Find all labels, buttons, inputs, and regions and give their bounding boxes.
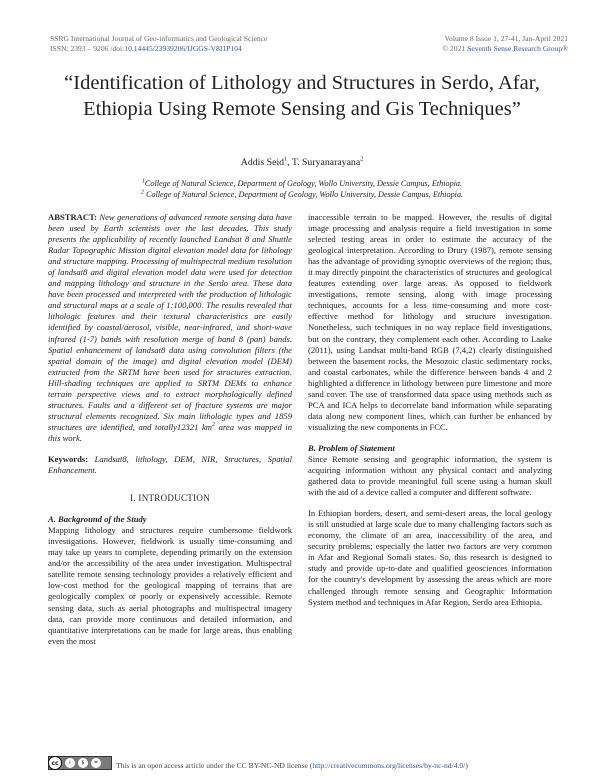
journal-name: SSRG International Journal of Geo-informatics and Geological Science — [50, 34, 268, 43]
abstract-label: ABSTRACT: — [48, 212, 98, 222]
paper-title: “Identification of Lithology and Structures in Serdo, Afar, Ethiopia Using Remote Sensing and Gis Techniques” — [64, 72, 540, 120]
author-2: T. Suryanarayana — [291, 157, 361, 168]
abstract: ABSTRACT: New generations of advanced remote sensing data have been used by Earth scientists over the last decades. This study presents the applicability of recently launched Landsat 8 and Shuttle Radar Topographic Mission digital elevation model data for lithology and structure mapping. Processing of multispectral medium resolution of landsat8 and digital elevation model data were used for detection and mapping lithology and structure in the Serdo area. These data have been processed and interpreted with the production of lithologic and structural maps at a scale of 1:100,000. The results revealed that lithologic features and their textural characteristics are easily identified by coastal/aerosol, visible, near-infrared, and short-wave infrared (1-7) bands with resolution merge of band 8 (pan) bands. Spatial enhancement of landsat8 data using convolution filters (the spatial domain of the image) and digital elevation model (DEM) extracted from the SRTM have been used for structures extraction. Hill-shading techniques are applied to SRTM DEMs to enhance terrain perspective views and to extract morphologically defined structures. Faults and a different set of fracture systems are major structural elements recognized. Six main lithologic types and 1859 structures are identified, and totally12321 $km^2$ area was mapped in this work. — [48, 212, 292, 443]
author-line: Addis Seid$^1$, T. Suryanarayana$^2$ — [240, 156, 364, 168]
running-header-left — [50, 34, 267, 54]
license-link[interactable]: http://creativecommons.org/licenses/by-nc-nd/4.0/ — [312, 761, 466, 770]
copyright: © 2021 Seventh Sense Research Group® — [442, 44, 568, 53]
doi-link[interactable]: 10.14445/23939206/IJGGS-V8I1P104 — [124, 44, 242, 53]
background-paragraph: Mapping lithology and structures require cumbersome fieldwork investigations. However, fieldwork is usually time-consuming and may take up years to complete, depending primarily on the extension and/or the accessibility of the area under investigation. Multispectral satellite remote sensing technology provides a relatively efficient and low-cost method for the geological mapping of terrains that are geologically complex or poorly or expensively accessible. Remote sensing data, such as aerial photographs and multispectral imagery data, can provide more continuous and detailed information, and quantitative interpretations can be made for large areas, thus enabling even the most — [48, 525, 292, 646]
problem-paragraph-2: In Ethiopian borders, desert, and semi-desert areas, the local geology is still unstudied at large scale due to many challenging factors such as economy, the climate of an area, inaccessibility of the area, and security problems; especially the latter two factors are very common in Afar and Regional Somali states. So, this research is designed to study and provide up-to-date and qualified geosciences information for the country's development by assessing the areas which are more challenged through remote sensing and Geographic Information System method and techniques in Afar Region, Serdo area Ethiopia. — [308, 508, 552, 607]
affiliations — [40, 178, 564, 200]
left-column — [48, 212, 292, 647]
publisher-link[interactable]: Seventh Sense Research Group® — [467, 44, 568, 53]
attribution-icon: i — [65, 758, 75, 768]
keywords-label: Keywords: — [48, 453, 89, 464]
subheading-problem-statement: B. Problem of Statement — [308, 442, 395, 453]
noderivatives-icon: = — [91, 758, 101, 768]
keywords: Keywords: Landsat8, lithology, DEM, NIR, Structures, Spatial Enhancement. — [48, 453, 292, 476]
problem-paragraph-1: Since Remote sensing and geographic information, the system is acquiring information without any physical contact and analyzing gathered data to provide meaningful full scene using a human skull with the aid of a device called a computer and different software. — [308, 453, 552, 498]
subheading-background: A. Background of the Study — [48, 514, 147, 525]
running-header-right — [442, 34, 568, 54]
noncommercial-icon: $ — [78, 758, 88, 768]
affiliation-2: $^2$ College of Natural Science, Department of Geology, Wollo University, Dessie Campus, Ethiopia. — [140, 189, 464, 199]
volume-info: Volume 8 Issue 1, 27-41, Jan-April 2021 — [444, 34, 568, 43]
right-column — [308, 212, 552, 608]
affiliation-1: $^1$College of Natural Science, Department of Geology, Wollo University, Dessie Campus, Ethiopia. — [141, 178, 463, 188]
section-heading-introduction: I. INTRODUCTION — [130, 493, 210, 504]
cc-icon: cc — [48, 756, 62, 770]
author-1: Addis Seid — [240, 157, 285, 168]
cc-license-badge[interactable] — [48, 756, 112, 770]
issn-doi: ISSN: 2393 – 9206 /doi:10.14445/23939206/IJGGS-V8I1P104 — [50, 44, 242, 53]
background-paragraph-continued: inaccessible terrain to be mapped. However, the results of digital image processing and analysis require a field investigation in some selected testing areas in order to estimate the accuracy of the geological interpretation. According to Drury (1987), remote sensing has the advantage of providing synoptic overviews of the region; thus, it may directly pinpoint the characteristics of structures and geological features extending over large areas. As opposed to fieldwork investigations, remote sensing, along with image processing techniques, accounts for a less time-consuming and more cost-effective method for lithology and structure investigation. Nonetheless, such techniques in no way replace field investigations, but on the contrary, they complement each other. According to Laake (2011), using Landsat multi-band RGB (7,4,2) clearly distinguished between the basement rocks, the Mesozoic clastic sedimentary rocks, and coastal carbonates, while the difference between bands 4 and 2 highlighted a difference in lithology between pure limestone and more sand cover. The use of transformed data space using methods such as PCA and ICA helps to decorrelate band information while separating data along new component lines, which can further be enhanced by visualizing the new components in FCC. — [308, 212, 552, 432]
